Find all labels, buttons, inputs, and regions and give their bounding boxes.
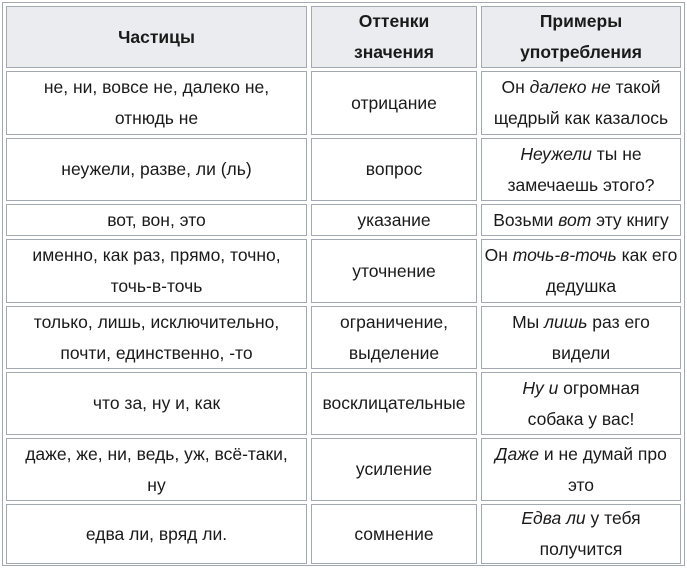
header-shades — [311, 6, 477, 68]
table-row — [3, 369, 684, 438]
header-particles: Частицы — [6, 6, 307, 68]
example-text: Неужели ты не замечаешь этого? — [507, 143, 655, 195]
header-shades-text: Оттенки значения — [354, 11, 434, 62]
example-cell — [481, 71, 681, 135]
particles-cell: что за, ну и, как — [6, 372, 307, 435]
header-examples-text: Примеры употребления — [520, 11, 642, 62]
example-text: Даже и не думай про это — [495, 443, 667, 495]
example-particle: Даже — [495, 443, 539, 464]
example-particle: далеко не — [529, 77, 611, 97]
example-cell — [481, 372, 681, 435]
example-text: Возьми вот эту книгу — [493, 209, 669, 230]
meaning-cell: ограничение, выделение — [311, 306, 477, 369]
particles-cell: именно, как раз, прямо, точно, точь-в-точь — [6, 239, 307, 303]
example-particle: вот — [558, 209, 592, 230]
particles-cell: вот, вон, это — [6, 204, 307, 236]
example-particle: лишь — [544, 311, 588, 332]
table-row — [3, 236, 684, 306]
table-header-row — [3, 3, 684, 71]
example-cell — [481, 504, 681, 564]
example-text: Ну и огромная собака у вас! — [522, 377, 640, 429]
example-particle: Неужели — [520, 143, 592, 164]
example-particle: Ну и — [522, 377, 559, 398]
example-cell — [481, 204, 681, 236]
meaning-cell: восклицательные — [311, 372, 477, 435]
meaning-cell: усиление — [311, 438, 477, 501]
meaning-cell: указание — [311, 204, 477, 236]
particles-table — [2, 2, 685, 566]
example-particle: Едва ли — [521, 508, 586, 528]
table-row — [3, 135, 684, 204]
example-text: Мы лишь раз его видели — [512, 311, 650, 363]
table-row — [3, 201, 684, 239]
example-text: Он точь-в-точь как его дедушка — [484, 245, 678, 296]
example-cell — [481, 239, 681, 303]
particles-cell: только, лишь, исключительно, почти, единственно, -то — [6, 306, 307, 369]
example-text: Он далеко не такой щедрый как казалось — [493, 77, 669, 128]
header-examples — [481, 6, 681, 68]
meaning-cell: сомнение — [311, 504, 477, 564]
table-row — [3, 501, 684, 567]
example-particle: точь-в-точь — [512, 245, 617, 265]
particles-cell: едва ли, вряд ли. — [6, 504, 307, 564]
table-row — [3, 435, 684, 504]
example-cell — [481, 138, 681, 201]
table-row — [3, 303, 684, 372]
particles-cell: неужели, разве, ли (ль) — [6, 138, 307, 201]
meaning-cell: уточнение — [311, 239, 477, 303]
example-text: Едва ли у тебя получится — [521, 508, 641, 559]
particles-cell: не, ни, вовсе не, далеко не, отнюдь не — [6, 71, 307, 135]
meaning-cell: отрицание — [311, 71, 477, 135]
meaning-cell: вопрос — [311, 138, 477, 201]
particles-cell: даже, же, ни, ведь, уж, всё-таки, ну — [6, 438, 307, 501]
example-cell — [481, 438, 681, 501]
table-row — [3, 68, 684, 138]
example-cell — [481, 306, 681, 369]
